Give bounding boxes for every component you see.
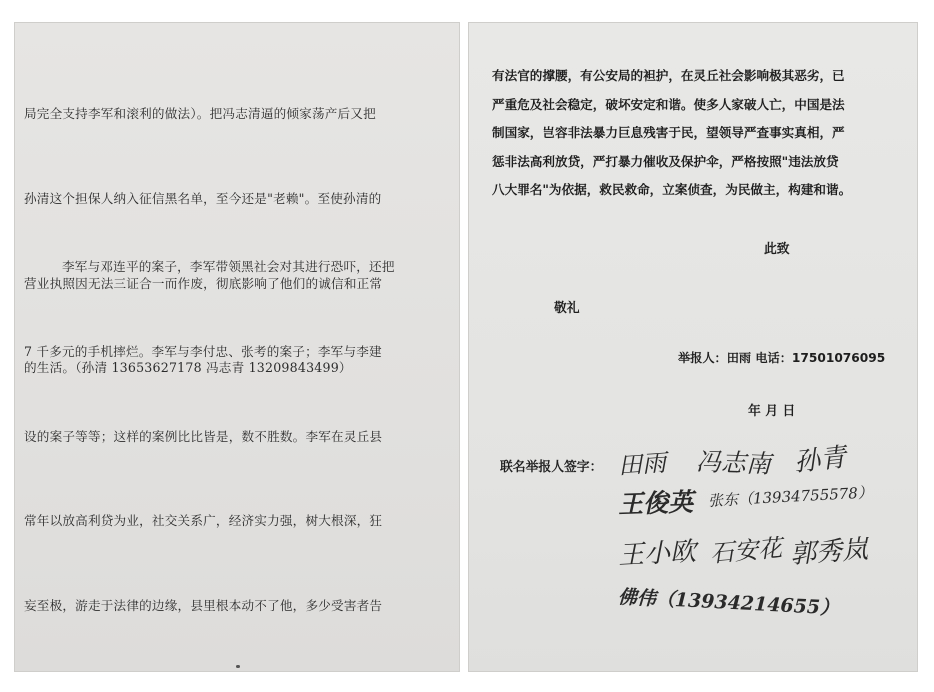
signature-7: 石安花 [708, 533, 784, 568]
text-line: 局完全支持李军和滚利的做法）。把冯志清逼的倾家荡产后又把 [24, 106, 376, 122]
text-line: 的生活。（孙清 13653627178 冯志青 13209843499） [24, 360, 352, 376]
text-line: 孙清这个担保人纳入征信黑名单，至今还是"老赖"。至使孙清的 [24, 191, 382, 207]
text-line: 常年以放高利贷为业，社交关系广，经济实力强，树大根深，狂 [24, 513, 383, 529]
signature-1: 田雨 [617, 448, 668, 480]
text-line: 制国家，岂容非法暴力巨息残害于民，望领导严查事实真相，严 [492, 125, 845, 141]
signature-6: 王小欧 [617, 536, 697, 571]
text-line: 惩非法高利放贷，严打暴力催收及保护伞，严格按照"违法放贷 [492, 153, 839, 169]
paragraph-3 [24, 621, 417, 672]
cosigner-label: 联名举报人签字： [500, 460, 603, 475]
signature-8: 郭秀岚 [789, 534, 870, 570]
text-line: 7 千多元的手机摔烂。李军与李付忠、张考的案子；李军与李建 [24, 344, 382, 360]
text-line: 李军与邓连平的案子，李军带领黑社会对其进行恐吓，还把 [62, 259, 395, 275]
text-line: 严重危及社会稳定，破坏安定和谐。使多人家破人亡，中国是法 [492, 96, 845, 112]
page-mark [236, 665, 240, 668]
paragraph-2 [24, 197, 399, 672]
closing-phrase: 此致 [764, 242, 790, 257]
signature-4: 王俊英 [617, 487, 694, 519]
signature-9: 佛伟（13934214655） [617, 586, 840, 620]
text-line: 有法官的撑腰，有公安局的袒护，在灵丘社会影响极其恶劣，已 [492, 68, 845, 83]
salutation: 敬礼 [554, 301, 580, 316]
right-document-page [468, 22, 918, 672]
signature-5: 张东（13934755578） [707, 483, 874, 510]
text-line: 营业执照因无法三证合一而作废，彻底影响了他们的诚信和正常 [24, 275, 383, 291]
signature-3: 孙青 [792, 442, 848, 478]
letter-body [492, 62, 851, 205]
signature-2: 冯志南 [695, 447, 772, 479]
text-line: 妄至极，游走于法律的边缘，县里根本动不了他，多少受害者告 [24, 597, 383, 613]
text-line: 八大罪名"为依据，救民救命，立案侦查，为民做主，构建和谐。 [492, 182, 852, 198]
reporter-info: 举报人：田雨 电话：17501076095 [678, 351, 886, 365]
text-line: 设的案子等等；这样的案例比比皆是，数不胜数。李军在灵丘县 [24, 428, 383, 444]
date-line: 年 月 日 [748, 404, 796, 419]
left-document-page [14, 22, 460, 672]
